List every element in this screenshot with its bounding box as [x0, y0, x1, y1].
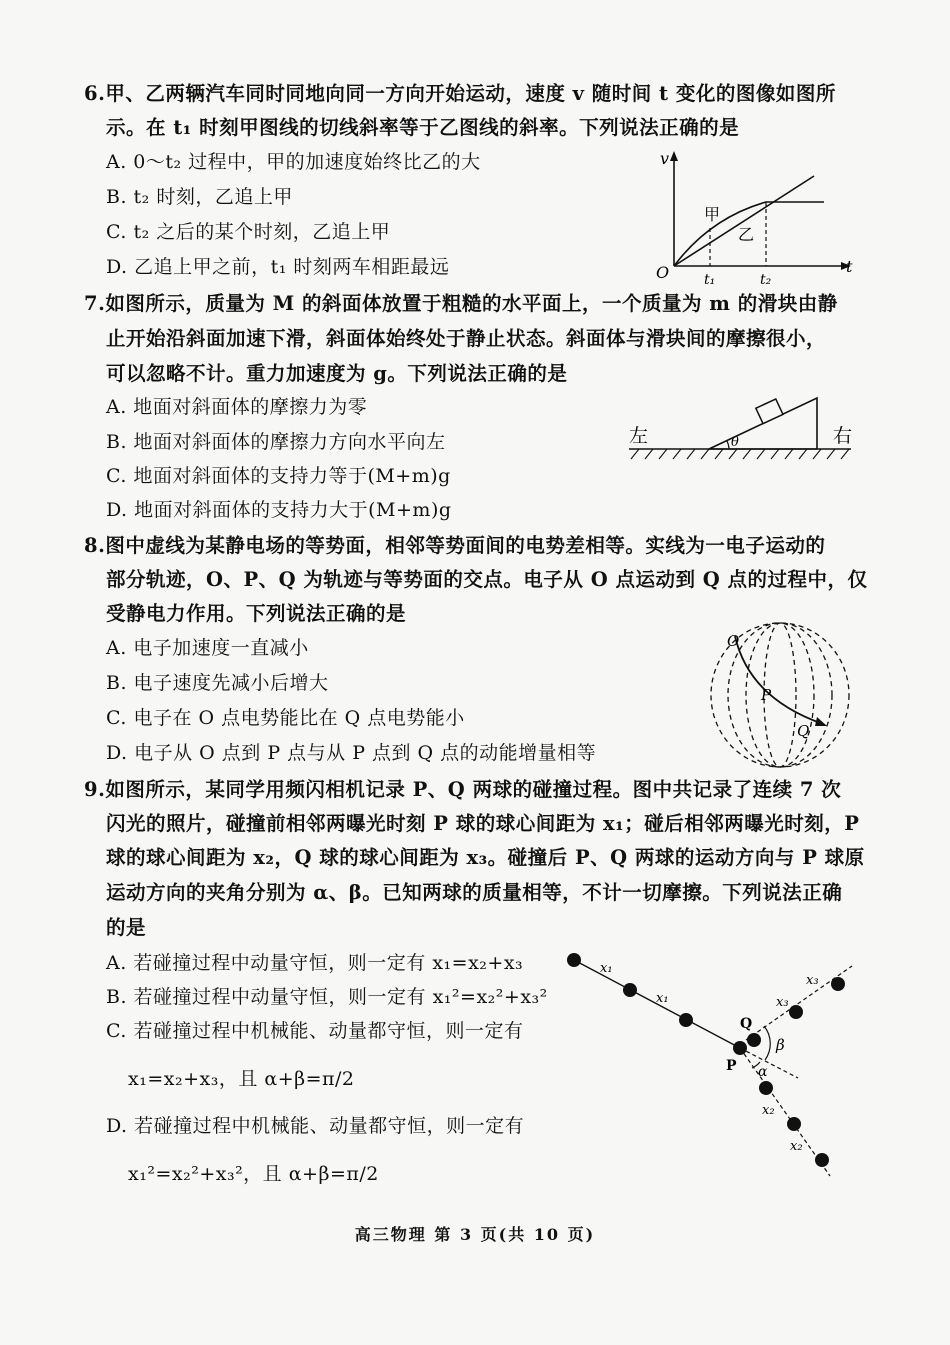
q9-option-c-formula: x₁=x₂+x₃，且 α+β=π/2	[128, 1068, 355, 1090]
q6-v-axis-arrow	[670, 151, 678, 161]
q8-stem-line-1: 8.图中虚线为某静电场的等势面，相邻等势面间的电势差相等。实线为一电子运动的	[84, 534, 826, 557]
q6-stem-line-2: 示。在 t₁ 时刻甲图线的切线斜率等于乙图线的斜率。下列说法正确的是	[106, 116, 740, 139]
q6-label-t1: t₁	[704, 272, 716, 288]
q9-p-ball-collision	[733, 1041, 747, 1055]
q6-label-origin: O	[656, 263, 670, 282]
q6-option-d: D. 乙追上甲之前，t₁ 时刻两车相距最远	[106, 256, 450, 278]
q7-stem-line-1: 7.如图所示，质量为 M 的斜面体放置于粗糙的水平面上，一个质量为 m 的滑块由静	[84, 292, 838, 315]
q7-option-d: D. 地面对斜面体的支持力大于(M+m)g	[106, 499, 452, 521]
q9-label-x2-a: x₂	[762, 1103, 775, 1118]
q9-p-ball-after-1	[759, 1081, 773, 1095]
q8-equipotential-3	[746, 623, 814, 767]
q9-p-ball-before-2	[623, 983, 637, 997]
q8-trajectory-arrow	[815, 717, 827, 726]
q6-label-t: t	[846, 257, 853, 276]
q9-q-ball-initial	[747, 1033, 761, 1047]
q9-label-x2-b: x₂	[790, 1139, 803, 1154]
q6-label-yi: 乙	[738, 225, 755, 244]
q7-label-theta: θ	[731, 435, 739, 450]
q9-p-ball-before-3	[679, 1013, 693, 1027]
q8-electron-trajectory	[735, 636, 823, 724]
q9-option-c: C. 若碰撞过程中机械能、动量都守恒，则一定有	[106, 1020, 524, 1042]
q9-label-alpha: α	[758, 1064, 768, 1080]
q6-label-t2: t₂	[760, 272, 772, 288]
q9-label-x3-b: x₃	[806, 973, 819, 988]
q9-label-q: Q	[740, 1016, 753, 1032]
q7-ground-hatch	[631, 449, 849, 459]
q9-q-ball-after-1	[789, 1005, 803, 1019]
q6-label-v: v	[660, 149, 670, 168]
q7-stem-line-3: 可以忽略不计。重力加速度为 g。下列说法正确的是	[106, 362, 568, 385]
q8-equipotential-2	[728, 623, 832, 767]
q8-field-figure	[705, 620, 855, 770]
q9-angle-beta-arc	[764, 1026, 770, 1060]
q7-label-left: 左	[629, 425, 649, 447]
q8-label-o: O	[727, 632, 740, 650]
q9-label-beta: β	[776, 1036, 785, 1054]
q8-label-q: Q	[797, 722, 810, 740]
q8-option-b: B. 电子速度先减小后增大	[106, 672, 329, 694]
q9-q-ball-after-2	[831, 977, 845, 991]
q6-option-b: B. t₂ 时刻，乙追上甲	[106, 186, 293, 208]
q9-option-a: A. 若碰撞过程中动量守恒，则一定有 x₁=x₂+x₃	[106, 952, 524, 974]
q7-label-right: 右	[833, 425, 853, 447]
q9-option-d: D. 若碰撞过程中机械能、动量都守恒，则一定有	[106, 1115, 525, 1137]
q9-label-p: P	[726, 1058, 737, 1074]
q7-slider-block	[756, 399, 783, 424]
q7-angle-arc	[727, 441, 729, 449]
q9-option-d-formula: x₁²=x₂²+x₃²，且 α+β=π/2	[128, 1163, 379, 1185]
q9-q-path	[746, 966, 852, 1040]
q8-stem-line-3: 受静电力作用。下列说法正确的是	[106, 602, 407, 625]
q7-option-b: B. 地面对斜面体的摩擦力方向水平向左	[106, 431, 446, 453]
q8-label-p: P	[761, 686, 772, 704]
q9-label-x1-b: x₁	[656, 991, 669, 1006]
q6-label-jia: 甲	[704, 205, 721, 224]
q8-option-d: D. 电子从 O 点到 P 点与从 P 点到 Q 点的动能增量相等	[106, 742, 597, 764]
q7-incline-figure	[625, 390, 860, 470]
q6-stem-line-1: 6.甲、乙两辆汽车同时同地向同一方向开始运动，速度 v 随时间 t 变化的图像如图所	[84, 82, 836, 105]
q9-stem-line-3: 球的球心间距为 x₂，Q 球的球心间距为 x₃。碰撞后 P、Q 两球的运动方向与 P 球原	[106, 846, 865, 869]
q8-option-a: A. 电子加速度一直减小	[106, 637, 309, 659]
q9-option-b: B. 若碰撞过程中动量守恒，则一定有 x₁²=x₂²+x₃²	[106, 986, 548, 1008]
q9-stem-line-4: 运动方向的夹角分别为 α、β。已知两球的质量相等，不计一切摩擦。下列说法正确	[106, 881, 843, 904]
q9-stem-line-1: 9.如图所示，某同学用频闪相机记录 P、Q 两球的碰撞过程。图中共记录了连续 7 次	[84, 778, 842, 801]
q9-label-x3-a: x₃	[776, 995, 789, 1010]
q9-p-ball-after-2	[787, 1117, 801, 1131]
q9-label-x1-a: x₁	[600, 961, 613, 976]
q9-stem-line-5: 的是	[106, 916, 147, 939]
q9-p-ball-after-3	[815, 1153, 829, 1167]
q7-stem-line-2: 止开始沿斜面加速下滑，斜面体始终处于静止状态。斜面体与滑块间的摩擦很小，	[106, 327, 827, 350]
q8-option-c: C. 电子在 O 点电势能比在 Q 点电势能小	[106, 707, 465, 729]
q6-option-a: A. 0～t₂ 过程中，甲的加速度始终比乙的大	[106, 151, 481, 173]
q9-p-ball-before-1	[567, 953, 581, 967]
q9-stem-line-2: 闪光的照片，碰撞前相邻两曝光时刻 P 球的球心间距为 x₁；碰后相邻两曝光时刻，P	[106, 812, 860, 835]
q6-vt-graph	[650, 148, 860, 288]
q8-stem-line-2: 部分轨迹，O、P、Q 为轨迹与等势面的交点。电子从 O 点运动到 Q 点的过程中，仅	[106, 568, 868, 591]
q7-option-a: A. 地面对斜面体的摩擦力为零	[106, 396, 368, 418]
q9-collision-figure	[560, 946, 860, 1186]
q7-option-c: C. 地面对斜面体的支持力等于(M+m)g	[106, 465, 451, 487]
q6-line-yi	[674, 176, 814, 266]
page-footer: 高三物理 第 3 页(共 10 页)	[354, 1225, 596, 1244]
q6-option-c: C. t₂ 之后的某个时刻，乙追上甲	[106, 221, 391, 243]
